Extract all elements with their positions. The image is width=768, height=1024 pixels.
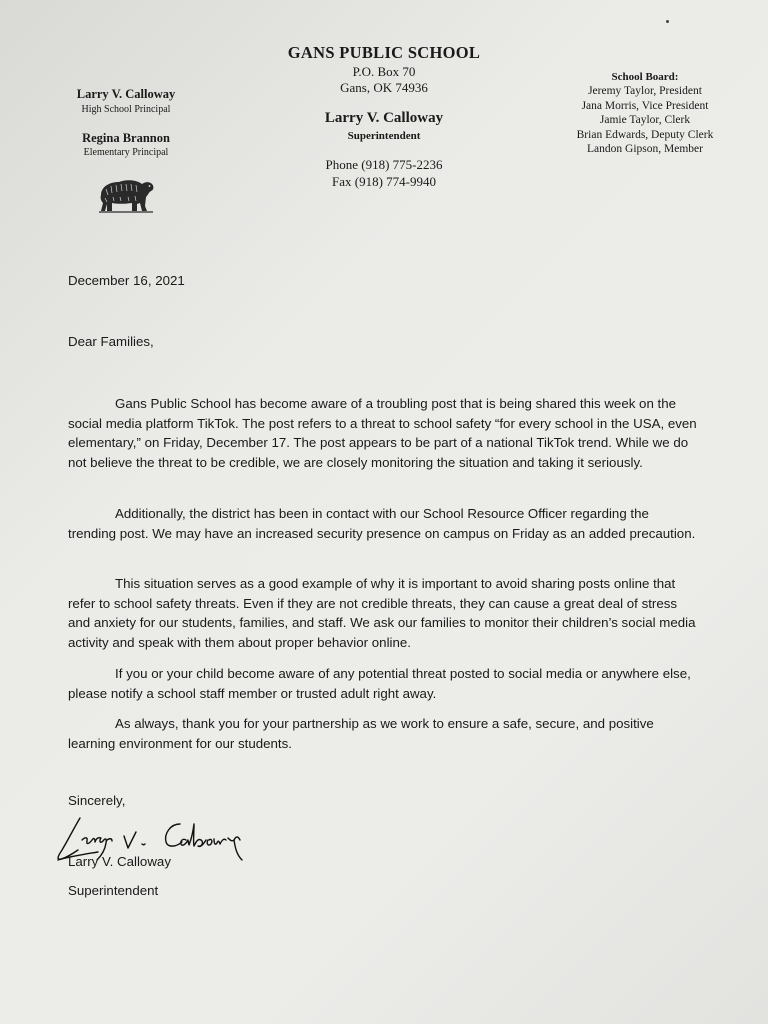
elementary-principal-name: Regina Brannon <box>82 131 170 145</box>
phone-number: Phone (918) 775-2236 <box>325 157 443 172</box>
superintendent-name: Larry V. Calloway <box>324 110 444 126</box>
school-name: GANS PUBLIC SCHOOL <box>287 43 481 62</box>
high-school-principal-name: Larry V. Calloway <box>76 87 176 101</box>
school-city: Gans, OK 74936 <box>340 80 428 95</box>
bear-icon <box>97 173 155 215</box>
salutation: Dear Families, <box>68 334 154 349</box>
body-paragraph: If you or your child become aware of any potential threat posted to social media or anywhere else, please notify a school staff member or trusted adult right away. <box>68 666 691 701</box>
body-paragraph: Additionally, the district has been in contact with our School Resource Officer regarding the trending post. We may have an increased security presence on campus on Friday as an added precaution. <box>68 506 696 541</box>
board-member: Jeremy Taylor, President <box>588 85 702 97</box>
signer-title: Superintendent <box>68 883 159 898</box>
body-paragraph: Gans Public School has become aware of a troubling post that is being shared this week on the social media platform TikTok. The post refers to a threat to school safety “for every school in the USA, even elementary,” on Friday, December 17. The post appears to be part of a national TikTok trend. While we do not believe the threat to be credible, we are closely monitoring the situation and taking it seriously. <box>68 396 697 470</box>
board-member: Jana Morris, Vice President <box>581 99 709 112</box>
paper-speck <box>666 20 669 23</box>
body-paragraph: As always, thank you for your partnership as we work to ensure a safe, secure, and positive learning environment for our students. <box>68 716 654 751</box>
body-paragraph: This situation serves as a good example of why it is important to avoid sharing posts online that refer to school safety threats. Even if they are not credible threats, they can cause a great deal of stress and anxiety for our students, families, and staff. We ask our families to monitor their children’s social media activity and speak with them about proper behavior online. <box>68 576 696 650</box>
school-board-heading: School Board: <box>611 71 679 83</box>
superintendent-title: Superintendent <box>347 130 421 142</box>
high-school-principal-title: High School Principal <box>81 104 171 115</box>
closing: Sincerely, <box>68 793 126 808</box>
fax-number: Fax (918) 774-9940 <box>332 174 436 189</box>
letter-date: December 16, 2021 <box>68 273 185 288</box>
school-board-list <box>565 70 725 157</box>
board-member: Landon Gipson, Member <box>587 143 703 155</box>
elementary-principal-title: Elementary Principal <box>83 147 169 158</box>
board-member: Jamie Taylor, Clerk <box>599 114 691 126</box>
school-po-box: P.O. Box 70 <box>352 64 416 79</box>
signer-name: Larry V. Calloway <box>68 854 171 869</box>
board-member: Brian Edwards, Deputy Clerk <box>576 128 714 141</box>
